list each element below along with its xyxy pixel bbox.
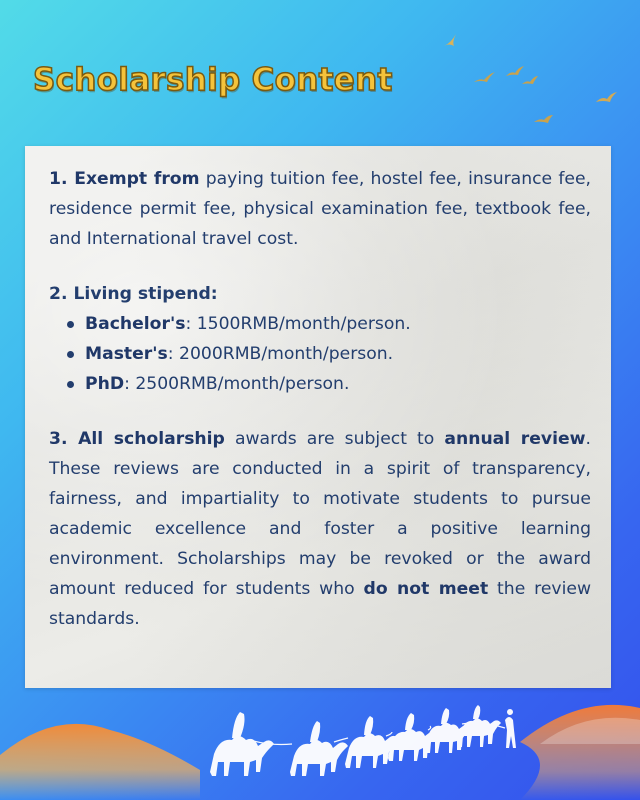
stipend-amount: : 2000RMB/month/person. bbox=[167, 344, 394, 364]
birds-decoration bbox=[430, 30, 630, 140]
page-title: Scholarship Content bbox=[33, 62, 393, 98]
stipend-amount: : 1500RMB/month/person. bbox=[185, 314, 411, 334]
stipend-list bbox=[49, 309, 591, 399]
stipend-heading: 2. Living stipend: bbox=[49, 284, 218, 304]
degree-label: Master's bbox=[85, 344, 168, 364]
degree-label: PhD bbox=[85, 374, 125, 394]
camel-icon bbox=[210, 712, 274, 776]
list-item bbox=[65, 369, 591, 399]
content-body bbox=[49, 164, 591, 634]
review-lead: 3. All scholarship bbox=[49, 429, 225, 449]
guide-figure bbox=[505, 709, 516, 748]
review-text-2: . These reviews are conducted in a spirit of transparency, fairness, and impartiality to motivate students to pursue academic excellence and foster a positive learning environment. Scholarships may be revoked or the award amount reduced for students who bbox=[49, 429, 592, 599]
bird-icon bbox=[506, 66, 524, 76]
content-card bbox=[25, 146, 611, 688]
exemption-label: 1. Exempt from bbox=[49, 169, 200, 189]
bird-icon bbox=[444, 34, 456, 46]
annual-review-emphasis: annual review bbox=[444, 429, 586, 449]
bird-icon bbox=[522, 76, 538, 84]
bird-icon bbox=[596, 92, 617, 102]
camel-icon bbox=[458, 705, 501, 747]
camel-caravan bbox=[210, 705, 516, 776]
list-item bbox=[65, 309, 591, 339]
bird-icon bbox=[474, 72, 495, 82]
exemption-paragraph bbox=[49, 164, 591, 254]
review-text-1: awards are subject to bbox=[224, 429, 445, 449]
left-dune bbox=[0, 724, 200, 800]
do-not-meet-emphasis: do not meet bbox=[363, 579, 489, 599]
review-text-3: the review standards. bbox=[49, 579, 592, 629]
desert-scene bbox=[0, 680, 640, 800]
camel-icon bbox=[290, 721, 348, 776]
degree-label: Bachelor's bbox=[85, 314, 186, 334]
exemption-text: paying tuition fee, hostel fee, insurance fee, residence permit fee, physical examination fee, textbook fee, and International travel cost. bbox=[49, 169, 591, 249]
list-item bbox=[65, 339, 591, 369]
bird-icon bbox=[534, 115, 553, 123]
stipend-amount: : 2500RMB/month/person. bbox=[124, 374, 350, 394]
review-paragraph bbox=[49, 424, 591, 634]
